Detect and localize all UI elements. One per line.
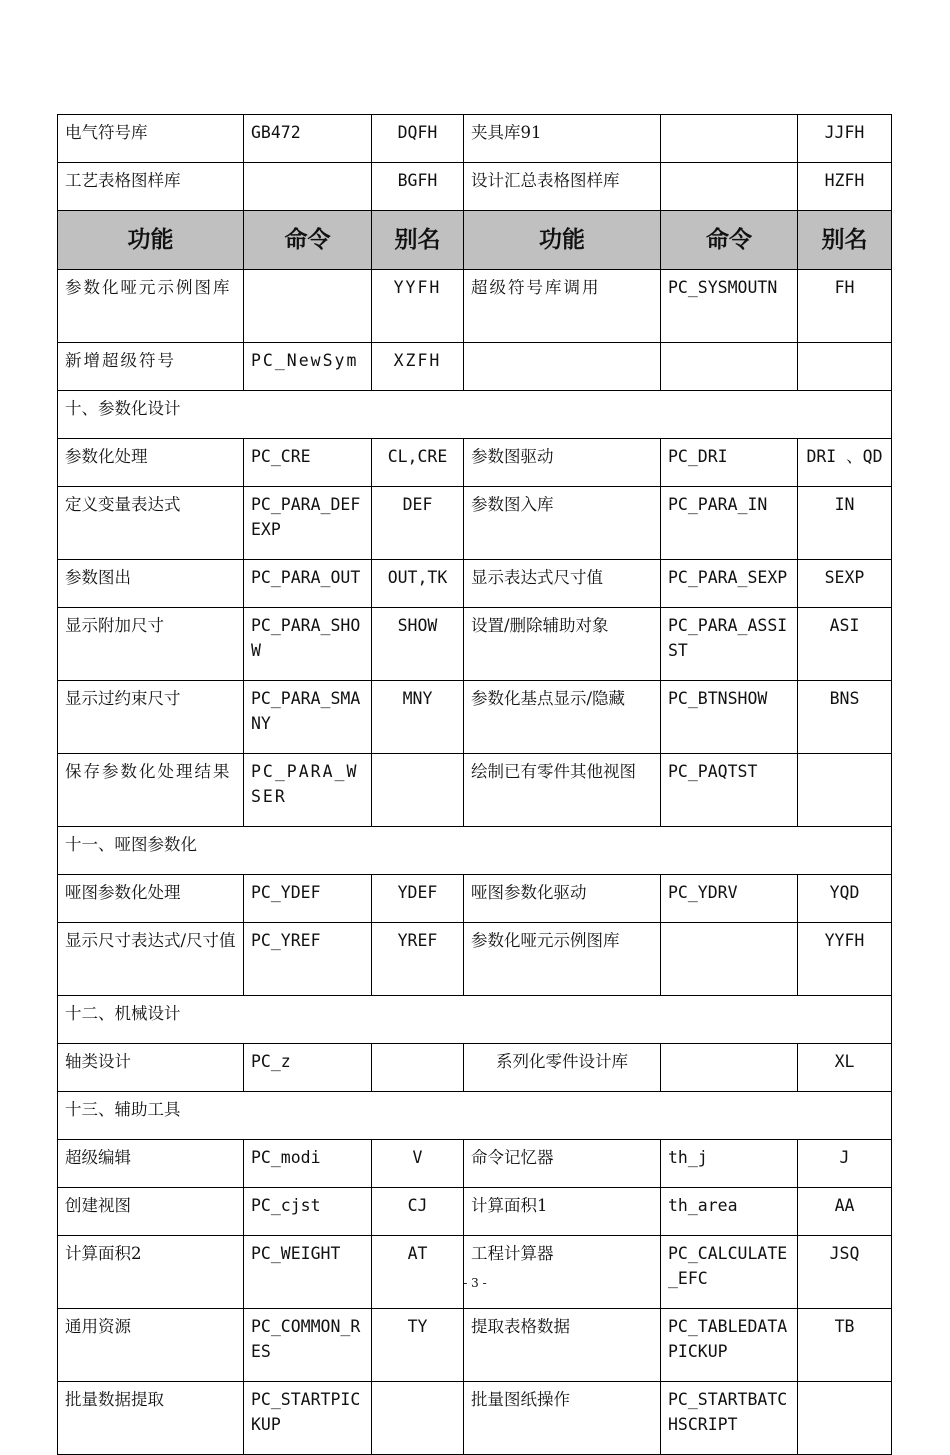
alias-cell: HZFH: [798, 163, 892, 211]
table-row: [58, 487, 892, 560]
function-cell: 超级符号库调用: [464, 270, 661, 343]
function-cell: 超级编辑: [58, 1140, 244, 1188]
table-row: [58, 1188, 892, 1236]
command-cell: PC_TABLEDATAPICKUP: [661, 1309, 798, 1382]
command-cell: PC_z: [244, 1044, 372, 1092]
section-row: [58, 391, 892, 439]
command-cell: PC_PARA_SMANY: [244, 681, 372, 754]
function-cell: 定义变量表达式: [58, 487, 244, 560]
command-cell: PC_PARA_WSER: [244, 754, 372, 827]
table-row: [58, 608, 892, 681]
alias-cell: DRI 、QD: [798, 439, 892, 487]
command-cell: PC_PARA_OUT: [244, 560, 372, 608]
command-cell: th_j: [661, 1140, 798, 1188]
command-cell: PC_NewSym: [244, 343, 372, 391]
command-cell: PC_modi: [244, 1140, 372, 1188]
function-cell: 显示尺寸表达式/尺寸值: [58, 923, 244, 996]
function-cell: 工艺表格图样库: [58, 163, 244, 211]
alias-cell: ASI: [798, 608, 892, 681]
command-cell: PC_BTNSHOW: [661, 681, 798, 754]
function-cell: 批量数据提取: [58, 1382, 244, 1455]
function-cell: 电气符号库: [58, 115, 244, 163]
alias-cell: DEF: [372, 487, 464, 560]
alias-cell: CJ: [372, 1188, 464, 1236]
section-row: [58, 996, 892, 1044]
header-alias: 别名: [798, 211, 892, 270]
function-cell: 参数化哑元示例图库: [58, 270, 244, 343]
command-cell: [244, 270, 372, 343]
command-cell: PC_PARA_SEXP: [661, 560, 798, 608]
alias-cell: AT: [372, 1236, 464, 1309]
alias-cell: AA: [798, 1188, 892, 1236]
table-row: [58, 1236, 892, 1309]
alias-cell: XL: [798, 1044, 892, 1092]
table-row: [58, 1044, 892, 1092]
command-cell: PC_PARA_ASSIST: [661, 608, 798, 681]
command-cell: [661, 343, 798, 391]
section-title: 十、参数化设计: [58, 391, 892, 439]
alias-cell: TY: [372, 1309, 464, 1382]
alias-cell: J: [798, 1140, 892, 1188]
command-cell: PC_CALCULATE_EFC: [661, 1236, 798, 1309]
table-row: [58, 439, 892, 487]
section-row: [58, 827, 892, 875]
table-row: [58, 681, 892, 754]
section-title: 十一、哑图参数化: [58, 827, 892, 875]
command-cell: GB472: [244, 115, 372, 163]
function-cell: 显示表达式尺寸值: [464, 560, 661, 608]
table-row: [58, 560, 892, 608]
function-cell: 夹具库91: [464, 115, 661, 163]
table-header-row: [58, 211, 892, 270]
command-cell: [661, 115, 798, 163]
table-row: [58, 270, 892, 343]
function-cell: 新增超级符号: [58, 343, 244, 391]
function-cell: 哑图参数化处理: [58, 875, 244, 923]
function-cell: 参数化哑元示例图库: [464, 923, 661, 996]
function-cell: 提取表格数据: [464, 1309, 661, 1382]
command-cell: PC_SYSMOUTN: [661, 270, 798, 343]
alias-cell: YDEF: [372, 875, 464, 923]
command-cell: PC_WEIGHT: [244, 1236, 372, 1309]
command-cell: PC_PAQTST: [661, 754, 798, 827]
alias-cell: JJFH: [798, 115, 892, 163]
command-cell: PC_DRI: [661, 439, 798, 487]
alias-cell: YYFH: [798, 923, 892, 996]
command-cell: PC_COMMON_RES: [244, 1309, 372, 1382]
alias-cell: [372, 754, 464, 827]
function-cell: 设计汇总表格图样库: [464, 163, 661, 211]
header-command: 命令: [661, 211, 798, 270]
alias-cell: V: [372, 1140, 464, 1188]
function-cell: 命令记忆器: [464, 1140, 661, 1188]
function-cell: 计算面积1: [464, 1188, 661, 1236]
table-row: [58, 163, 892, 211]
alias-cell: DQFH: [372, 115, 464, 163]
command-cell: [661, 163, 798, 211]
command-cell: [244, 163, 372, 211]
function-cell: 参数化基点显示/隐藏: [464, 681, 661, 754]
alias-cell: SHOW: [372, 608, 464, 681]
alias-cell: JSQ: [798, 1236, 892, 1309]
function-cell: 批量图纸操作: [464, 1382, 661, 1455]
alias-cell: [372, 1382, 464, 1455]
page-number: - 3 -: [463, 1276, 487, 1290]
function-cell: 显示附加尺寸: [58, 608, 244, 681]
command-cell: PC_STARTPICKUP: [244, 1382, 372, 1455]
table-row: [58, 1309, 892, 1382]
alias-cell: XZFH: [372, 343, 464, 391]
command-cell: PC_YREF: [244, 923, 372, 996]
table-row: [58, 343, 892, 391]
function-cell: 创建视图: [58, 1188, 244, 1236]
alias-cell: TB: [798, 1309, 892, 1382]
command-cell: PC_YDRV: [661, 875, 798, 923]
function-cell: 计算面积2: [58, 1236, 244, 1309]
alias-cell: YQD: [798, 875, 892, 923]
alias-cell: [372, 1044, 464, 1092]
table-row: [58, 1382, 892, 1455]
function-cell: [464, 343, 661, 391]
command-table: [57, 114, 892, 1455]
alias-cell: OUT,TK: [372, 560, 464, 608]
function-cell: 工程计算器: [464, 1236, 661, 1309]
section-title: 十三、辅助工具: [58, 1092, 892, 1140]
function-cell: 显示过约束尺寸: [58, 681, 244, 754]
command-cell: [661, 1044, 798, 1092]
header-alias: 别名: [372, 211, 464, 270]
table-row: [58, 875, 892, 923]
alias-cell: SEXP: [798, 560, 892, 608]
alias-cell: FH: [798, 270, 892, 343]
alias-cell: YYFH: [372, 270, 464, 343]
alias-cell: CL,CRE: [372, 439, 464, 487]
function-cell: 参数图入库: [464, 487, 661, 560]
section-title: 十二、机械设计: [58, 996, 892, 1044]
command-cell: PC_PARA_SHOW: [244, 608, 372, 681]
alias-cell: BNS: [798, 681, 892, 754]
function-cell: 通用资源: [58, 1309, 244, 1382]
function-cell: 哑图参数化驱动: [464, 875, 661, 923]
table-row: [58, 923, 892, 996]
alias-cell: [798, 754, 892, 827]
alias-cell: [798, 1382, 892, 1455]
header-function: 功能: [464, 211, 661, 270]
header-command: 命令: [244, 211, 372, 270]
function-cell: 轴类设计: [58, 1044, 244, 1092]
command-cell: th_area: [661, 1188, 798, 1236]
command-cell: PC_STARTBATCHSCRIPT: [661, 1382, 798, 1455]
section-row: [58, 1092, 892, 1140]
header-function: 功能: [58, 211, 244, 270]
table-row: [58, 115, 892, 163]
command-cell: PC_cjst: [244, 1188, 372, 1236]
command-cell: [661, 923, 798, 996]
function-cell: 设置/删除辅助对象: [464, 608, 661, 681]
alias-cell: BGFH: [372, 163, 464, 211]
alias-cell: IN: [798, 487, 892, 560]
table-row: [58, 1140, 892, 1188]
alias-cell: [798, 343, 892, 391]
function-cell: 绘制已有零件其他视图: [464, 754, 661, 827]
table-row: [58, 754, 892, 827]
command-cell: PC_PARA_DEFEXP: [244, 487, 372, 560]
function-cell: 保存参数化处理结果: [58, 754, 244, 827]
command-cell: PC_YDEF: [244, 875, 372, 923]
command-cell: PC_PARA_IN: [661, 487, 798, 560]
function-cell: 参数化处理: [58, 439, 244, 487]
function-cell: 参数图出: [58, 560, 244, 608]
alias-cell: YREF: [372, 923, 464, 996]
function-cell: 参数图驱动: [464, 439, 661, 487]
function-cell: 系列化零件设计库: [464, 1044, 661, 1092]
alias-cell: MNY: [372, 681, 464, 754]
command-cell: PC_CRE: [244, 439, 372, 487]
